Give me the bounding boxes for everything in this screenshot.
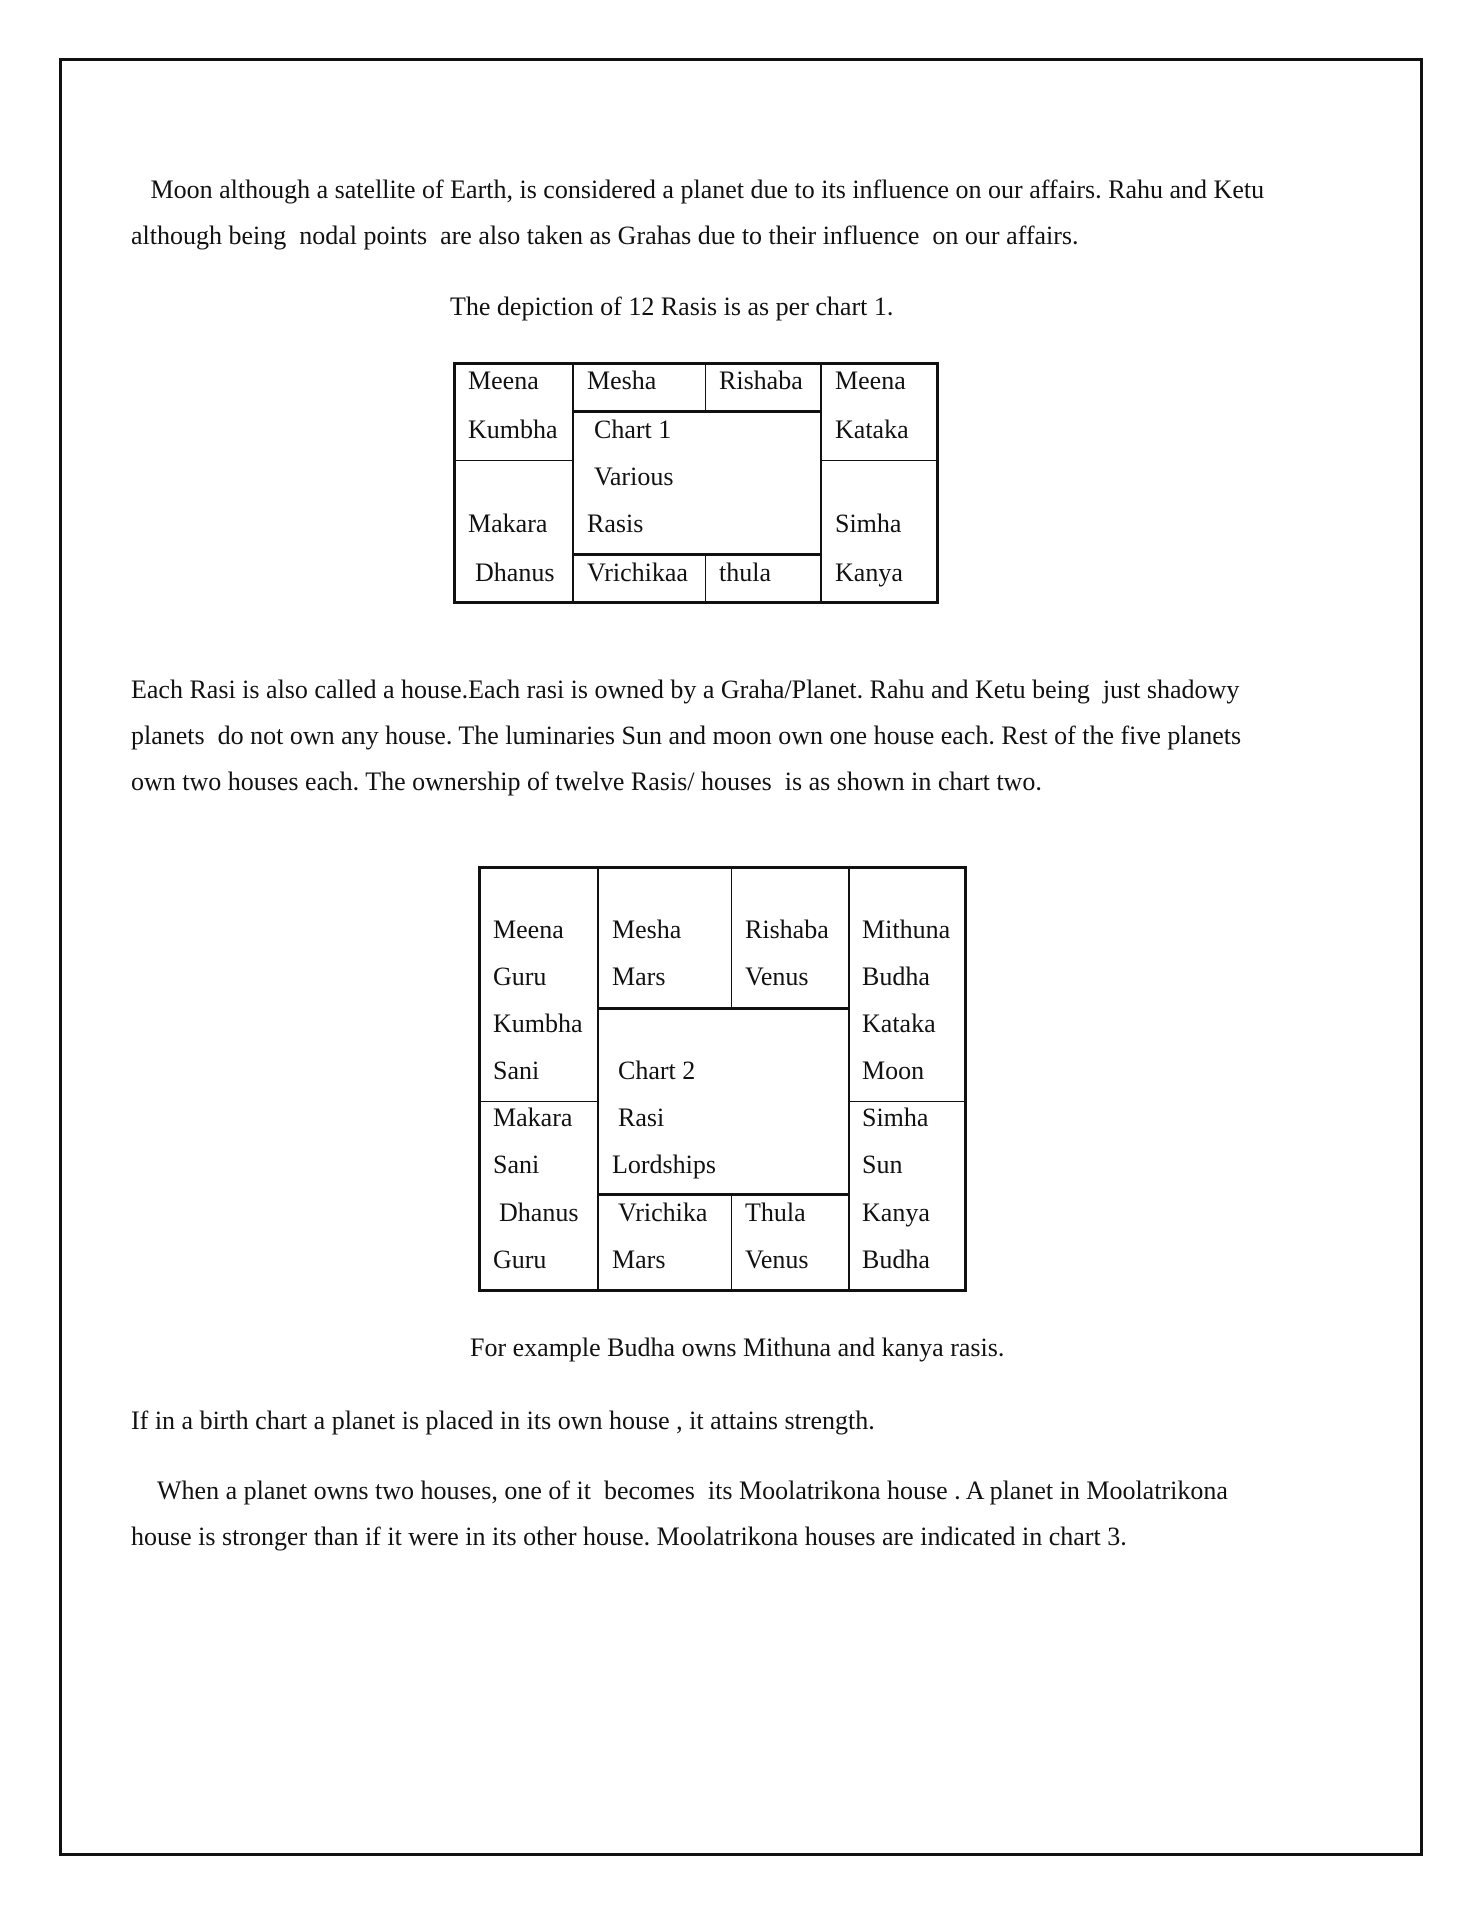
chart1-cell-thula: thula <box>719 558 771 587</box>
chart2-cell-vrichika: Vrichika <box>618 1198 708 1227</box>
chart2-cell-simha: Simha <box>862 1103 929 1132</box>
chart1-cell-meena-right: Meena <box>835 366 906 395</box>
chart1-cell-kanya: Kanya <box>835 558 903 587</box>
chart1-cell-simha: Simha <box>835 509 902 538</box>
chart1-line <box>455 460 573 461</box>
chart2-line <box>597 866 599 1292</box>
chart1-line <box>705 555 706 603</box>
chart2-lord-budha: Budha <box>862 962 930 991</box>
chart2-cell-thula: Thula <box>745 1198 806 1227</box>
chart2-lord-mars: Mars <box>612 962 666 991</box>
chart2-line <box>964 866 967 1292</box>
chart1-intro: The depiction of 12 Rasis is as per chart 1. <box>450 292 894 321</box>
chart2-line <box>731 866 732 1009</box>
chart2-cell-makara: Makara <box>493 1103 573 1132</box>
chart1-cell-kataka: Kataka <box>835 415 909 444</box>
chart2-cell-kataka: Kataka <box>862 1009 936 1038</box>
chart2-cell-mesha: Mesha <box>612 915 682 944</box>
chart1-center-various: Various <box>594 462 674 491</box>
chart1-line <box>453 601 938 604</box>
chart1-cell-mesha: Mesha <box>587 366 657 395</box>
chart2-cell-meena: Meena <box>493 915 564 944</box>
chart2-lord-venus: Venus <box>745 962 809 991</box>
chart1-cell-dhanus: Dhanus <box>475 558 555 587</box>
chart1-center-title: Chart 1 <box>594 415 672 444</box>
chart2-center-lordships: Lordships <box>612 1150 716 1179</box>
page-border <box>59 58 1423 1856</box>
chart1-line <box>453 362 456 604</box>
chart1-line <box>705 362 706 412</box>
chart1-line <box>936 362 939 604</box>
example-budha: For example Budha owns Mithuna and kanya rasis. <box>470 1333 1005 1362</box>
chart2-line <box>478 866 481 1292</box>
chart2-line <box>597 1007 850 1010</box>
chart1-cell-meena: Meena <box>468 366 539 395</box>
chart1-cell-vrichikaa: Vrichikaa <box>587 558 688 587</box>
chart2-lord-venus-2: Venus <box>745 1245 809 1274</box>
chart2-lord-sani: Sani <box>493 1056 540 1085</box>
chart1-cell-rishaba: Rishaba <box>719 366 803 395</box>
chart2-lord-sani-2: Sani <box>493 1150 540 1179</box>
paragraph-moon-rahu-ketu: Moon although a satellite of Earth, is considered a planet due to its influence on our affairs. Rahu and Ketu although being nodal points are also taken as Grahas due to their influence on our affairs. <box>131 175 1265 250</box>
paragraph-own-house: If in a birth chart a planet is placed in its own house , it attains strength. <box>131 1406 875 1435</box>
chart2-lord-sun: Sun <box>862 1150 903 1179</box>
chart1-cell-kumbha: Kumbha <box>468 415 558 444</box>
chart2-cell-kanya: Kanya <box>862 1198 930 1227</box>
chart1-line <box>572 362 574 604</box>
chart2-lord-mars-2: Mars <box>612 1245 666 1274</box>
chart2-lord-budha-2: Budha <box>862 1245 930 1274</box>
paragraph-moolatrikona: When a planet owns two houses, one of it becomes its Moolatrikona house . A planet in Moolatrikona house is stronger than if it were in its other house. Moolatrikona houses are indicated in chart 3. <box>131 1476 1228 1551</box>
chart2-line <box>478 1289 967 1292</box>
chart2-cell-kumbha: Kumbha <box>493 1009 583 1038</box>
chart2-cell-mithuna: Mithuna <box>862 915 951 944</box>
paragraph-house-ownership: Each Rasi is also called a house.Each rasi is owned by a Graha/Planet. Rahu and Ketu being just shadowy planets do not own any house. The luminaries Sun and moon own one house each. Rest of the five planets own two houses each. The ownership of twelve Rasis/ houses is as shown in chart two. <box>131 675 1242 796</box>
chart2-line <box>848 866 850 1292</box>
chart2-center-rasi: Rasi <box>618 1103 665 1132</box>
chart1-center-rasis: Rasis <box>587 509 644 538</box>
chart2-lord-guru: Guru <box>493 962 547 991</box>
chart2-lord-guru-2: Guru <box>493 1245 547 1274</box>
chart2-line <box>731 1195 732 1291</box>
chart2-lord-moon: Moon <box>862 1056 925 1085</box>
chart2-center-title: Chart 2 <box>618 1056 696 1085</box>
chart2-cell-rishaba: Rishaba <box>745 915 829 944</box>
chart1-cell-makara: Makara <box>468 509 548 538</box>
chart1-line <box>820 362 822 604</box>
chart2-cell-dhanus: Dhanus <box>499 1198 579 1227</box>
chart1-line <box>821 460 937 461</box>
chart2-line <box>478 866 967 869</box>
